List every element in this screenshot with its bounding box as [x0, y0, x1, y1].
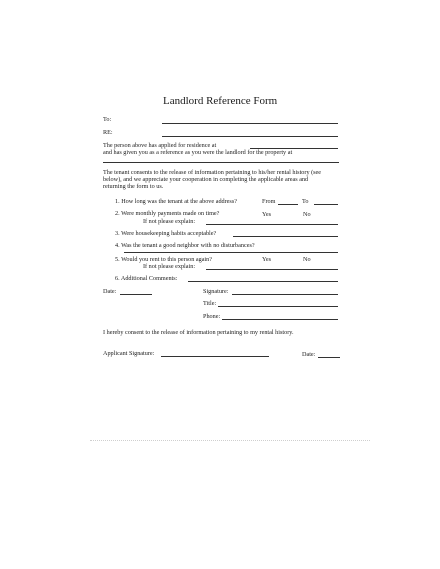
intro-line-2: and has given you as a reference as you were the landlord for the property at [103, 149, 293, 156]
question-6: 6. Additional Comments: [115, 275, 178, 282]
q2-no-option[interactable]: No [303, 211, 311, 218]
from-field-line[interactable] [278, 204, 298, 205]
consent-statement: I hereby consent to the release of information pertaining to my rental history. [103, 329, 294, 336]
phone-label: Phone: [203, 313, 221, 320]
question-4: 4. Was the tenant a good neighbor with no disturbances? [115, 242, 255, 249]
from-label: From [262, 198, 276, 205]
title-field-line[interactable] [218, 306, 338, 307]
form-title: Landlord Reference Form [163, 95, 278, 107]
q3-answer-line[interactable] [233, 236, 338, 237]
re-field-line[interactable] [162, 136, 338, 137]
question-5: 5. Would you rent to this person again? [115, 256, 212, 263]
scan-artifact-line [90, 440, 370, 441]
signature-label: Signature: [203, 288, 229, 295]
intro-line-1: The person above has applied for residence at [103, 142, 217, 149]
title-label: Title: [203, 300, 217, 307]
date-field-line[interactable] [120, 294, 152, 295]
consent-line-2: below), and we appreciate your cooperation in completing the applicable areas and [103, 176, 309, 183]
property-address-line[interactable] [103, 162, 339, 163]
applicant-signature-line[interactable] [161, 356, 269, 357]
date-label: Date: [103, 288, 117, 295]
q2-yes-option[interactable]: Yes [262, 211, 272, 218]
applicant-date-label: Date: [302, 351, 316, 358]
to-short-label: To [302, 198, 309, 205]
phone-field-line[interactable] [222, 319, 338, 320]
q5-explain-label: If not please explain: [143, 263, 196, 270]
q5-no-option[interactable]: No [303, 256, 311, 263]
question-2: 2. Were monthly payments made on time? [115, 210, 220, 217]
question-1: 1. How long was the tenant at the above address? [115, 198, 237, 205]
re-label: RE: [103, 129, 113, 136]
consent-line-3: returning the form to us. [103, 183, 164, 190]
q2-explain-line[interactable] [206, 224, 338, 225]
q4-answer-line[interactable] [124, 252, 338, 253]
to-date-field-line[interactable] [314, 204, 338, 205]
question-3: 3. Were housekeeping habits acceptable? [115, 230, 217, 237]
q5-explain-line[interactable] [206, 269, 338, 270]
applicant-signature-label: Applicant Signature: [103, 350, 155, 357]
comments-line[interactable] [188, 281, 338, 282]
q2-explain-label: If not please explain: [143, 218, 196, 225]
consent-line-1: The tenant consents to the release of information pertaining to his/her rental history (see [103, 169, 322, 176]
to-field-line[interactable] [162, 123, 338, 124]
q5-yes-option[interactable]: Yes [262, 256, 272, 263]
signature-line[interactable] [232, 294, 338, 295]
to-label: To: [103, 116, 112, 123]
applicant-date-line[interactable] [318, 357, 340, 358]
